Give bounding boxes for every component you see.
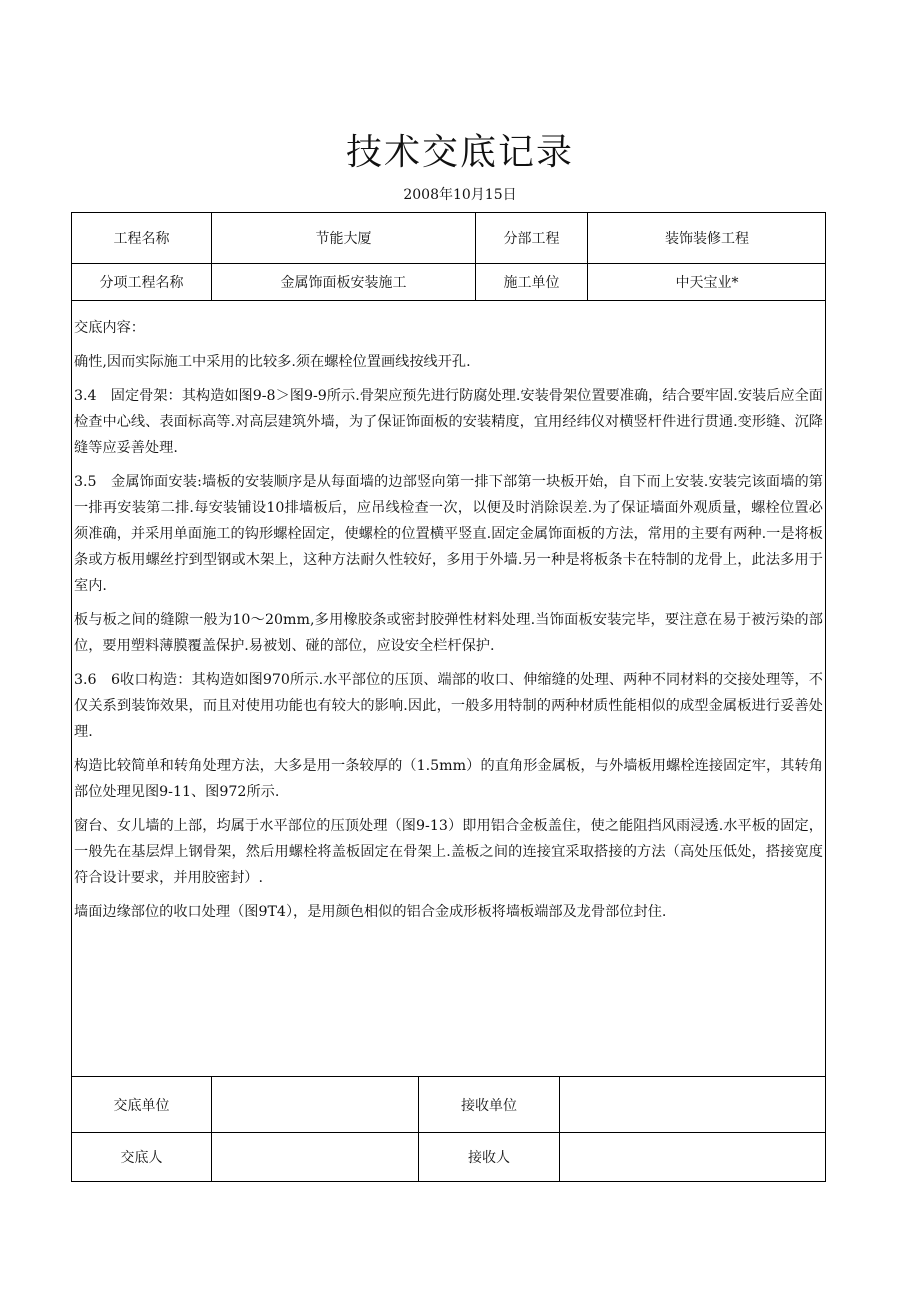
- discloser-label: 交底人: [72, 1133, 212, 1181]
- receiver-label: 接收人: [419, 1133, 560, 1181]
- receiver-field[interactable]: [560, 1133, 826, 1181]
- content-paragraph: 板与板之间的缝隙一般为10～20mm,多用橡胶条或密封胶弹性材料处理.当饰面板安装完毕，要注意在易于被污染的部位，要用塑料薄膜覆盖保护.易被划、碰的部位，应设安全栏杆保护.: [74, 612, 823, 654]
- division-value: 装饰装修工程: [665, 231, 749, 247]
- subitem-name-label: 分项工程名称: [72, 264, 212, 300]
- disclosure-form: [71, 212, 826, 1182]
- disclosure-content: [72, 301, 825, 1077]
- content-paragraph: 3.5 金属饰面安装:墙板的安装顺序是从每面墙的边部竖向第一排下部第一块板开始，自下而上安装.安装完该面墙的第一排再安装第二排.每安装铺设10排墙板后，应吊线检查一次，以便及时消除误差.为了保证墙面外观质量，螺栓位置必须准确，并采用单面施工的钩形螺栓固定，使螺栓的位置横平竖直.固定金属饰面板的方法，常用的主要有两种.一是将板条或方板用螺丝拧到型钢或木架上，这种方法耐久性较好，多用于外墙.另一种是将板条卡在特制的龙骨上，此法多用于室内.: [74, 474, 823, 594]
- construction-unit-value: 中天宝业*: [675, 275, 739, 291]
- disclosing-unit-field[interactable]: [212, 1077, 419, 1132]
- document-date: 2008年10月15日: [403, 187, 517, 203]
- content-paragraph: 窗台、女儿墙的上部，均属于水平部位的压顶处理（图9-13）即用铝合金板盖住，使之能阻挡风雨浸透.水平板的固定，一般先在基层焊上钢骨架，然后用螺栓将盖板固定在骨架上.盖板之间的连接宜采取搭接的方法（高处压低处，搭接宽度符合设计要求，并用胶密封）.: [74, 818, 823, 886]
- receiving-unit-label: 接收单位: [419, 1077, 560, 1132]
- content-paragraph: 构造比较简单和转角处理方法，大多是用一条较厚的（1.5mm）的直角形金属板，与外墙板用螺栓连接固定牢，其转角部位处理见图9-11、图972所示.: [74, 758, 823, 800]
- footer-row-units: [72, 1077, 825, 1133]
- document-title: 技术交底记录: [345, 132, 574, 173]
- project-name-label: 工程名称: [72, 213, 212, 263]
- footer-row-persons: [72, 1133, 825, 1181]
- discloser-field[interactable]: [212, 1133, 419, 1181]
- subitem-name-value: 金属饰面板安装施工: [212, 264, 476, 300]
- project-name-value: 节能大厦: [212, 213, 476, 263]
- construction-unit-label: 施工单位: [476, 264, 588, 300]
- content-paragraph: 3.6 6收口构造：其构造如图970所示.水平部位的压顶、端部的收口、伸缩缝的处理、两种不同材料的交接处理等，不仅关系到装饰效果，而且对使用功能也有较大的影响.因此，一般多用特制的两种材质性能相似的成型金属板进行妥善处理.: [74, 672, 823, 740]
- content-heading: 交底内容：: [74, 320, 145, 336]
- content-paragraph: 确性,因而实际施工中采用的比较多.须在螺栓位置画线按线开孔.: [74, 354, 471, 370]
- division-label: 分部工程: [476, 213, 588, 263]
- content-paragraph: 3.4 固定骨架：其构造如图9-8＞图9-9所示.骨架应预先进行防腐处理.安装骨架位置要准确，结合要牢固.安装后应全面检查中心线、表面标高等.对高层建筑外墙，为了保证饰面板的安装精度，宜用经纬仪对横竖杆件进行贯通.变形缝、沉降缝等应妥善处理.: [74, 388, 823, 456]
- content-paragraph: 墙面边缘部位的收口处理（图9T4），是用颜色相似的铝合金成形板将墙板端部及龙骨部位封住.: [74, 904, 667, 920]
- header-row-subitem: [72, 264, 825, 301]
- header-row-project: [72, 213, 825, 264]
- receiving-unit-field[interactable]: [560, 1077, 826, 1132]
- disclosing-unit-label: 交底单位: [72, 1077, 212, 1132]
